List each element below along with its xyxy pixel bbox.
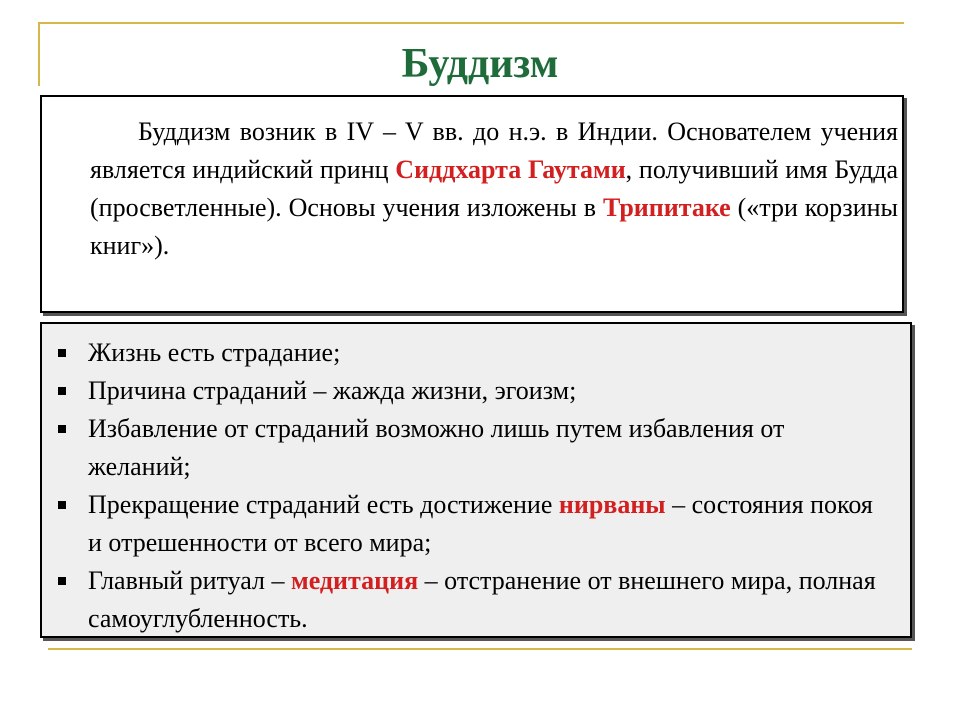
list-item: Прекращение страданий есть достижение нирваны – состояния покоя и отрешенности от всего мира; xyxy=(52,486,892,562)
scripture-name: Трипитаке xyxy=(602,193,731,222)
teachings-list xyxy=(52,334,892,638)
decorative-top-line xyxy=(38,22,904,24)
list-item: Главный ритуал – медитация – отстранение от внешнего мира, полная самоуглубленность. xyxy=(52,562,892,638)
intro-text-part1: Буддизм возник в IV – V вв. до н.э. в Индии. Основателем учения является индийский принц xyxy=(90,117,898,184)
decorative-bottom-line xyxy=(48,648,912,650)
square-bullet-icon xyxy=(58,425,66,433)
meditation-highlight: медитация xyxy=(291,566,419,595)
nirvana-highlight: нирваны xyxy=(558,490,666,519)
square-bullet-icon xyxy=(58,501,66,509)
founder-name: Сиддхарта Гаутами xyxy=(395,155,626,184)
list-item: Жизнь есть страдание; xyxy=(52,334,892,372)
square-bullet-icon xyxy=(58,349,66,357)
slide-title: Буддизм xyxy=(401,41,559,87)
intro-text-part3: («три корзины книг»). xyxy=(90,193,898,260)
intro-text-part2: , получивший имя Будда (просветленные). Основы учения изложены в xyxy=(90,155,898,222)
list-item: Причина страданий – жажда жизни, эгоизм; xyxy=(52,372,892,410)
list-item: Избавление от страданий возможно лишь путем избавления от желаний; xyxy=(52,410,892,486)
intro-box xyxy=(40,95,904,313)
teachings-box xyxy=(40,322,912,638)
square-bullet-icon xyxy=(58,387,66,395)
intro-paragraph xyxy=(90,113,898,265)
square-bullet-icon xyxy=(58,577,66,585)
